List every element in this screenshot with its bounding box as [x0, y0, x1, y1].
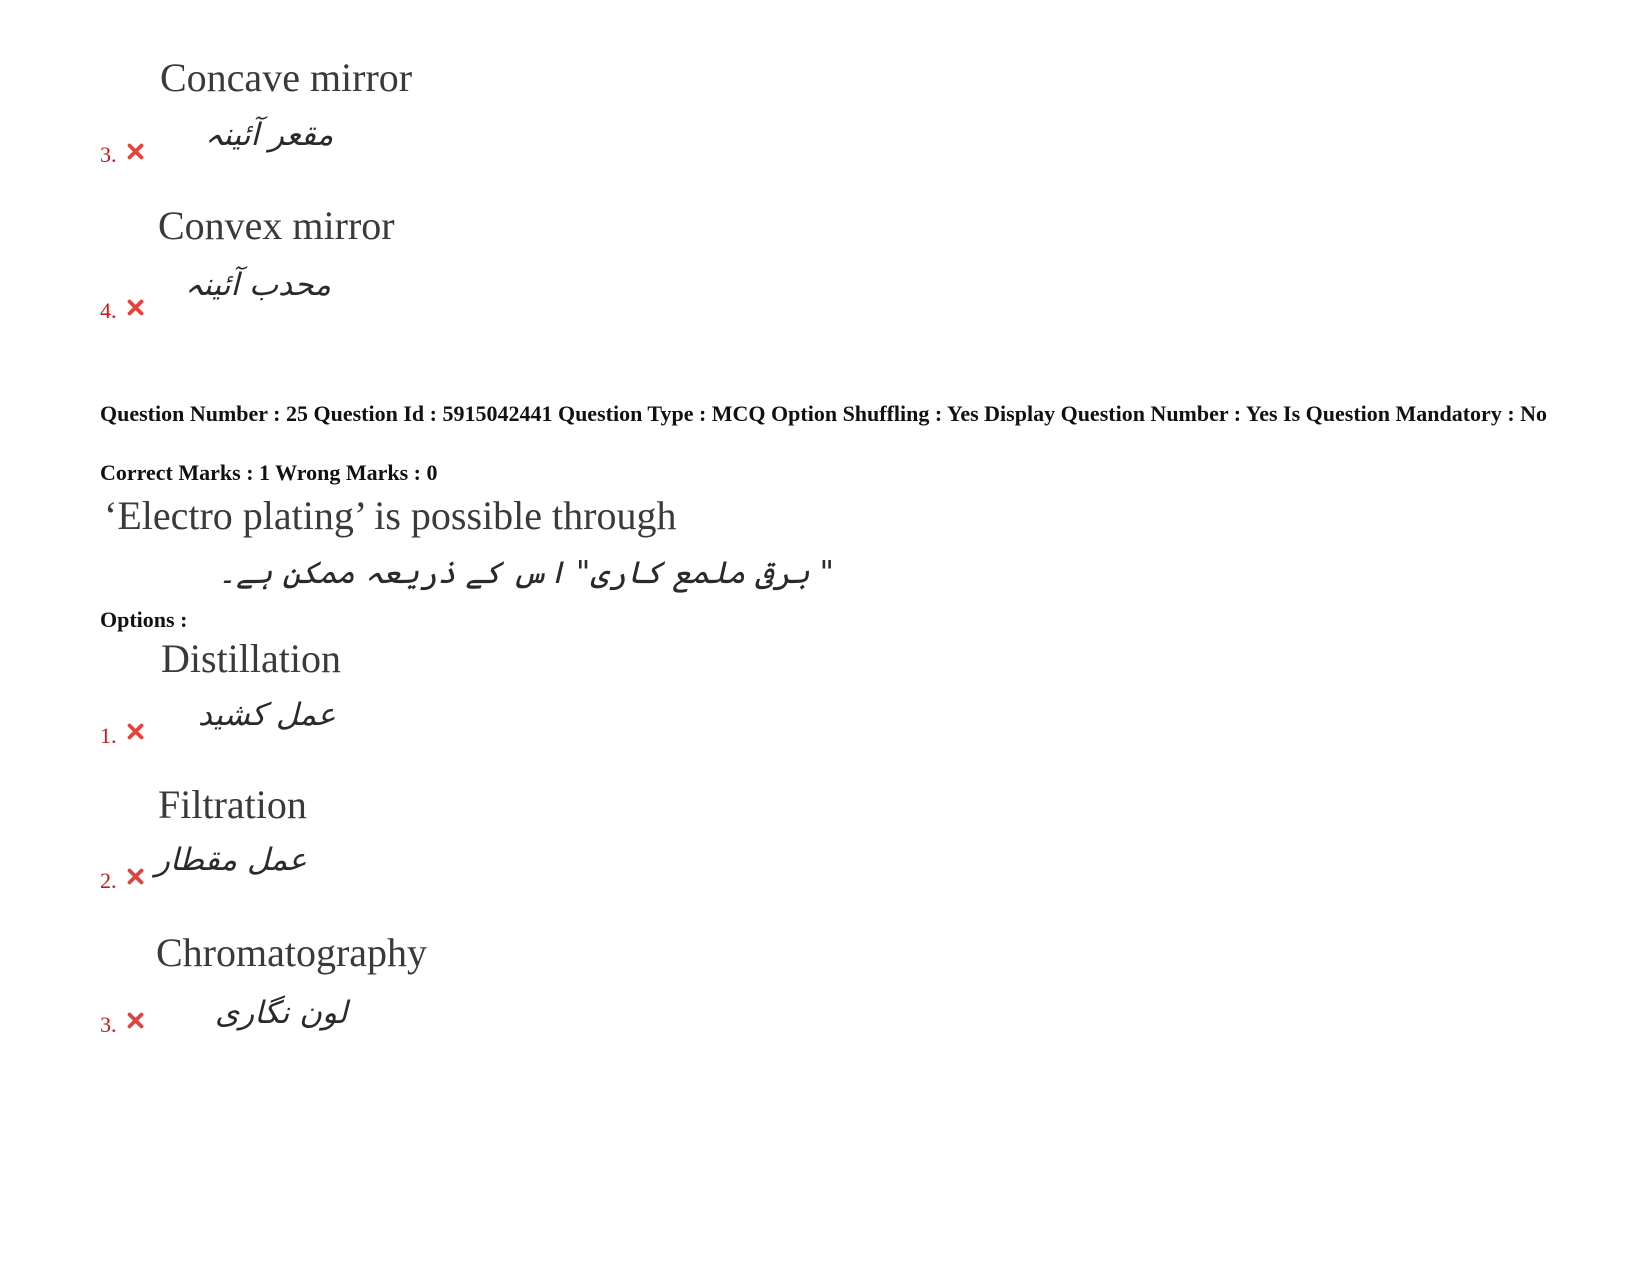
- question-marks: Correct Marks : 1 Wrong Marks : 0: [100, 460, 438, 485]
- option-english-text: Chromatography: [156, 930, 428, 975]
- option-number: 4.: [100, 298, 117, 323]
- option-number: 3.: [100, 142, 117, 167]
- option-number: 1.: [100, 723, 117, 748]
- option-english-text: Concave mirror: [160, 55, 413, 100]
- option-urdu-text: عمل کشید: [198, 697, 336, 733]
- options-label: Options :: [100, 607, 188, 632]
- option-urdu-text: مقعر آئینہ: [205, 117, 334, 153]
- option-english-text: Filtration: [158, 782, 307, 827]
- option-urdu-text: لون نگاری: [215, 995, 348, 1031]
- cross-icon: [127, 1012, 144, 1029]
- option-number: 2.: [100, 868, 117, 893]
- option-english-text: Convex mirror: [158, 203, 395, 248]
- cross-icon: [127, 143, 144, 160]
- cross-icon: [127, 868, 144, 885]
- question-text-urdu: " برقی ملمع کاری" اس کے ذریعہ ممکن ہے۔: [218, 555, 834, 591]
- option-urdu-text: محدب آئینہ: [185, 267, 332, 303]
- option-number: 3.: [100, 1012, 117, 1037]
- question-text-english: ‘Electro plating’ is possible through: [104, 493, 677, 538]
- cross-icon: [127, 299, 144, 316]
- option-urdu-text: عمل مقطار: [155, 842, 307, 878]
- option-english-text: Distillation: [161, 636, 341, 681]
- cross-icon: [127, 723, 144, 740]
- question-meta: Question Number : 25 Question Id : 5915042441 Question Type : MCQ Option Shuffling : Yes Display Question Number : Yes Is Question Mandatory : No: [100, 401, 1548, 426]
